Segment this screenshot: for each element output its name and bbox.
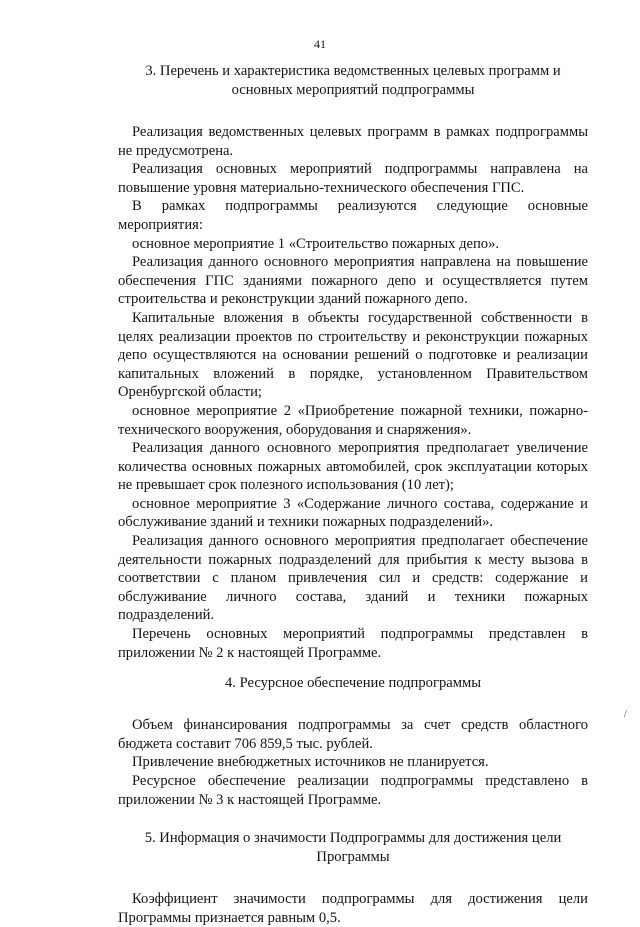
paragraph: основное мероприятие 3 «Содержание личного состава, содержание и обслуживание зданий и техники пожарных подразделений». <box>118 495 588 531</box>
section-4 <box>118 674 588 809</box>
section-heading: 4. Ресурсное обеспечение подпрограммы <box>224 675 481 692</box>
paragraph: Реализация ведомственных целевых программ в рамках подпрограммы не предусмотрена. <box>118 124 588 159</box>
paragraph: Реализация данного основного мероприятия направлена на повышение обеспечения ГПС зданиями пожарного депо и осуществляется путем строительства и реконструкции зданий пожарного депо. <box>118 254 588 308</box>
paragraph: Капитальные вложения в объекты государственной собственности в целях реализации проектов по строительству и реконструкции пожарных депо осуществляются на основании решений о подготовке и реализации капитальных вложений в порядке, установленном Правительством Оренбургской области; <box>118 309 588 401</box>
paragraph: основное мероприятие 2 «Приобретение пожарной техники, пожарно-технического вооружения, оборудования и снаряжения». <box>118 402 588 438</box>
paragraph: Реализация данного основного мероприятия предполагает увеличение количества основных пожарных автомобилей, срок эксплуатации которых не превышает срок полезного использования (10 лет); <box>118 440 588 494</box>
paragraph: основное мероприятие 1 «Строительство пожарных депо». <box>132 235 500 252</box>
section-heading: 5. Информация о значимости Подпрограммы для достижения цели Программы <box>144 830 562 866</box>
paragraph: Объем финансирования подпрограммы за счет средств областного бюджета составит 706 859,5 тыс. рублей. <box>118 717 588 752</box>
paragraph: Коэффициент значимости подпрограммы для достижения цели Программы признается равным 0,5. <box>118 891 588 926</box>
paragraph: Реализация основных мероприятий подпрограммы направлена на повышение уровня материально-технического обеспечения ГПС. <box>118 161 588 196</box>
paragraph: Ресурсное обеспечение реализации подпрограммы представлено в приложении № 3 к настоящей Программе. <box>118 773 588 808</box>
scan-edge-mark: / <box>624 709 627 720</box>
paragraph: Привлечение внебюджетных источников не планируется. <box>132 754 489 771</box>
document-body <box>118 62 588 927</box>
section-5 <box>118 829 588 927</box>
section-heading: 3. Перечень и характеристика ведомственных целевых программ и основных мероприятий подпрограммы <box>145 63 561 98</box>
section-3 <box>118 62 588 662</box>
page-number: 41 <box>314 37 326 51</box>
paragraph: Реализация данного основного мероприятия предполагает обеспечение деятельности пожарных подразделений для прибытия к месту вызова в соответствии с планом привлечения сил и средств: содержание и обслуживание личного состава, зданий и техники пожарных подразделений. <box>118 533 588 624</box>
paragraph: Перечень основных мероприятий подпрограммы представлен в приложении № 2 к настоящей Программе. <box>118 626 588 661</box>
paragraph: В рамках подпрограммы реализуются следующие основные мероприятия: <box>118 198 588 233</box>
